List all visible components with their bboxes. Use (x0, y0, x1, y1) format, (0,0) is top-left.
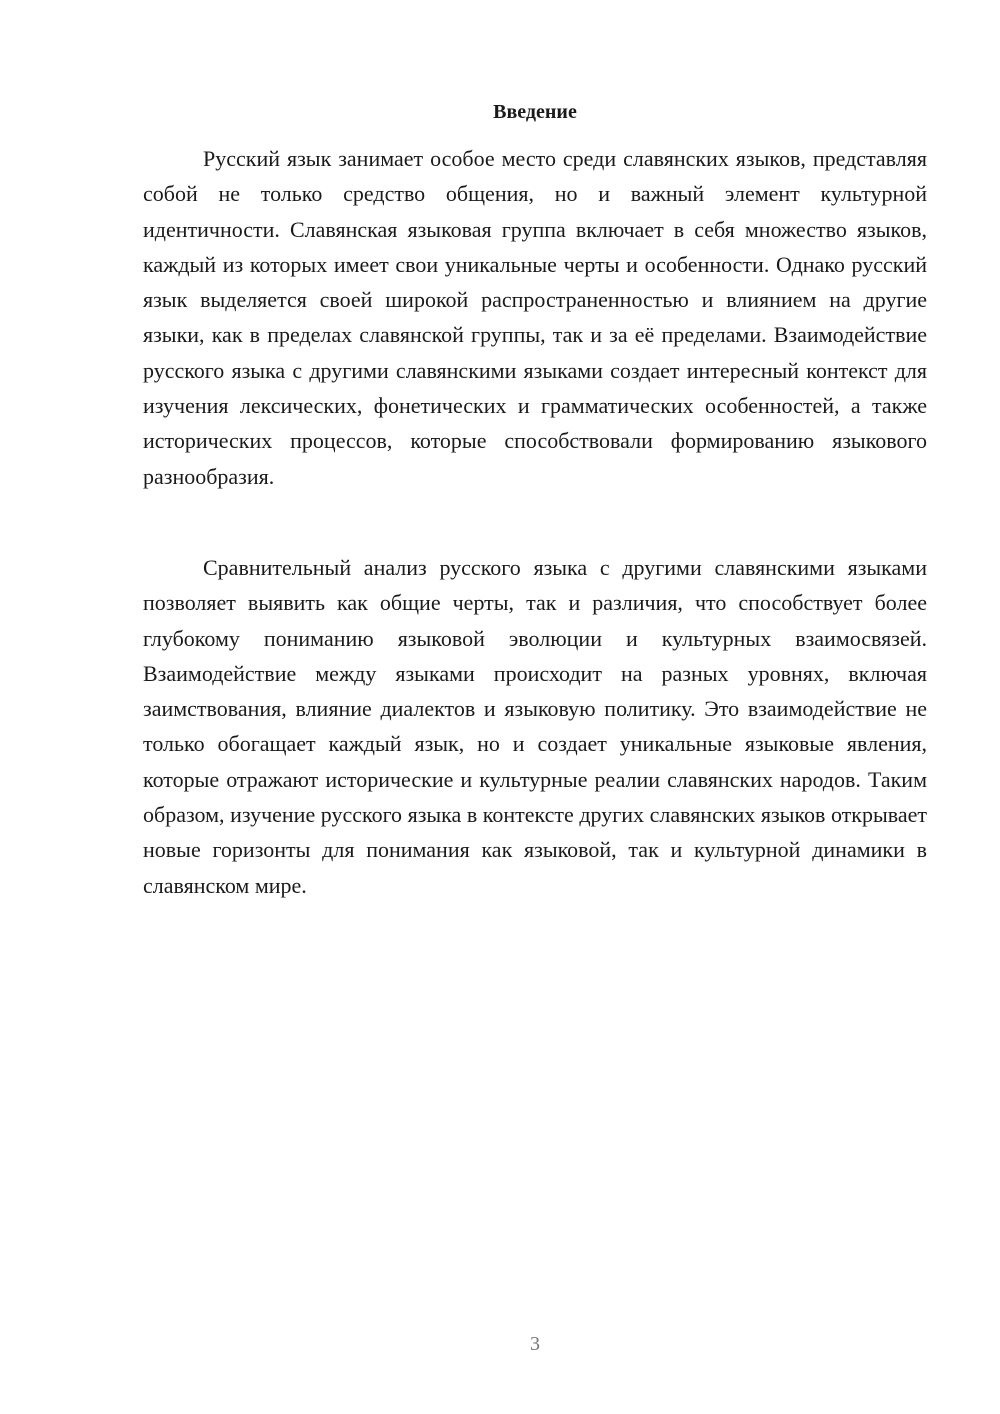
intro-paragraph-1: Русский язык занимает особое место среди славянских языков, представляя собой не только средство общения, но и важный элемент культурной идентичности. Славянская языковая группа включает в себя множество языков, каждый из которых имеет свои уникальные черты и особенности. Однако русский язык выделяется своей широкой распространенностью и влиянием на другие языки, как в пределах славянской группы, так и за её пределами. Взаимодействие русского языка с другими славянскими языками создает интересный контекст для изучения лексических, фонетических и грамматических особенностей, а также исторических процессов, которые способствовали формированию языкового разнообразия. (143, 146, 927, 489)
section-heading: Введение (493, 101, 577, 123)
page-number: 3 (530, 1333, 540, 1355)
intro-paragraph-2: Сравнительный анализ русского языка с другими славянскими языками позволяет выявить как общие черты, так и различия, что способствует более глубокому пониманию языковой эволюции и культурных взаимосвязей. Взаимодействие между языками происходит на разных уровнях, включая заимствования, влияние диалектов и языковую политику. Это взаимодействие не только обогащает каждый язык, но и создает уникальные языковые явления, которые отражают исторические и культурные реалии славянских народов. Таким образом, изучение русского языка в контексте других славянских языков открывает новые горизонты для понимания как языковой, так и культурной динамики в славянском мире. (143, 555, 927, 898)
